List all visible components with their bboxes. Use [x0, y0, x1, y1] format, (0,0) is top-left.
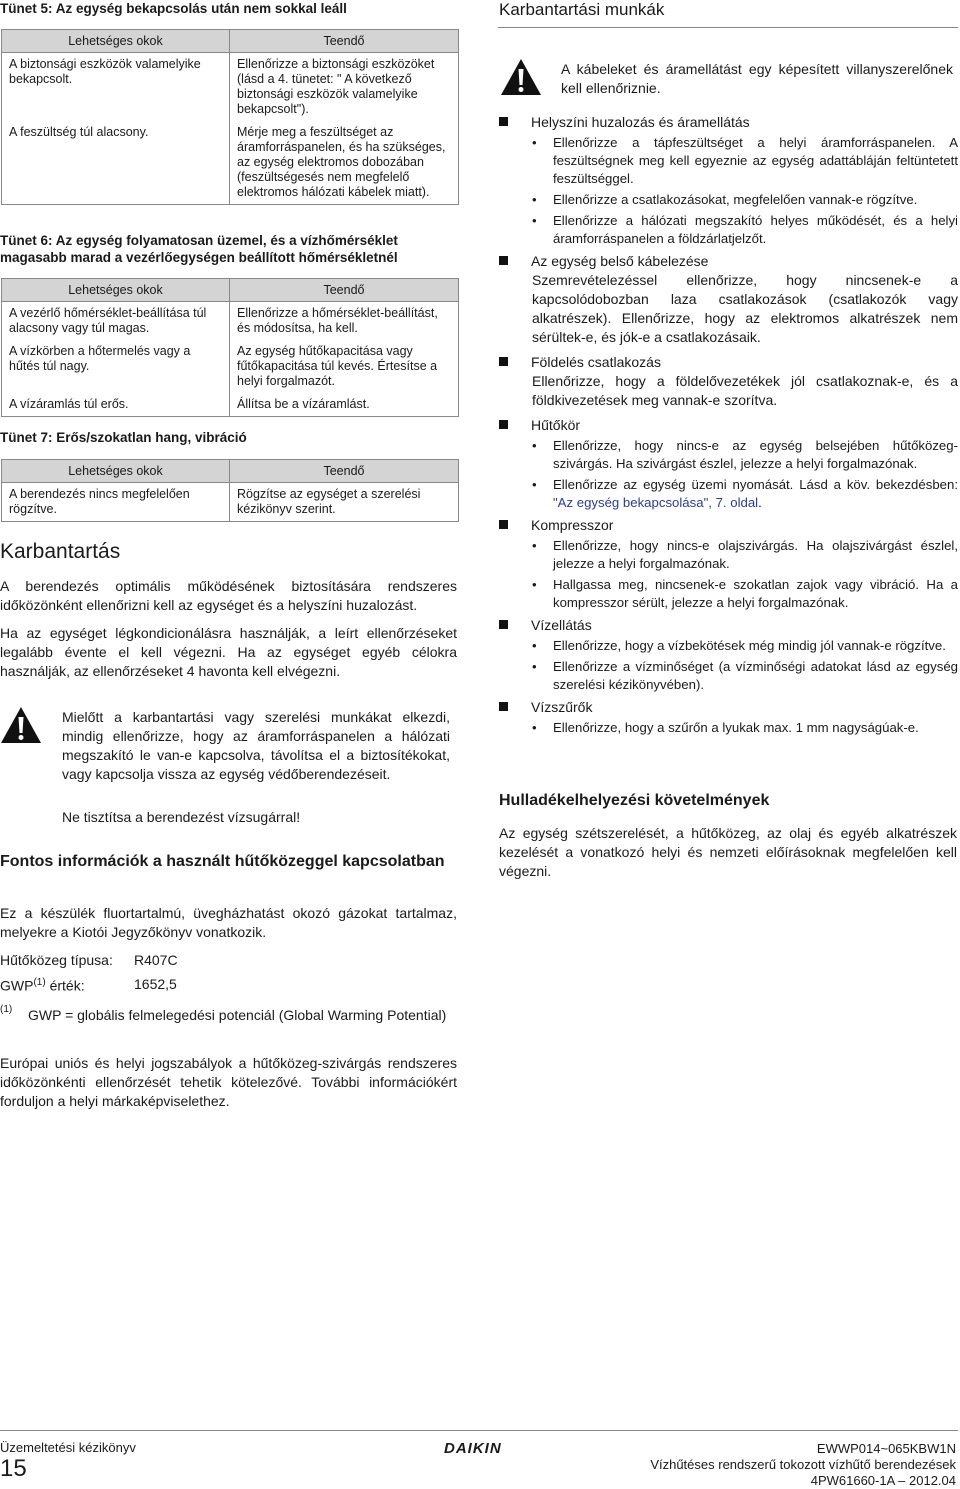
right-column-title: Karbantartási munkák [499, 0, 665, 19]
table-cell: A vízáramlás túl erős. [2, 393, 230, 417]
footer-divider [0, 1430, 958, 1431]
list-item: • Ellenőrizze, hogy nincs-e olajszivárgás. Ha olajszivárgást észlel, jelezze a helyi forgalmazónak. [532, 537, 958, 573]
refrigerant-type-value: R407C [134, 952, 178, 968]
bullet-list [532, 134, 958, 248]
waste-paragraph: Az egység szétszerelését, a hűtőközeg, az olaj és egyéb alkatrészek kezelését a vonatkozó helyi és nemzeti előírásoknak megfelelően kell végezni. [499, 825, 957, 879]
footer-doc-code: 4PW61660-1A – 2012.04 [810, 1473, 956, 1488]
table-header: Lehetséges okok [2, 460, 230, 483]
refrigerant-paragraph: Ez a készülék fluortartalmú, üvegházhatást okozó gázokat tartalmaz, melyekre a Kiotói Jegyzőkönyv vonatkozik. [0, 905, 457, 940]
maintenance-checklist [499, 113, 958, 741]
list-item: • Ellenőrizze, hogy a vízbekötések még mindig jól vannak-e rögzítve. [532, 637, 958, 655]
footnote-mark: (1) [0, 1004, 13, 1015]
square-bullet-icon [499, 520, 508, 529]
table-cell: A vízkörben a hőtermelés vagy a hűtés túl nagy. [2, 340, 230, 393]
waste-heading: Hulladékelhelyezési követelmények [499, 792, 770, 809]
list-item: • Ellenőrizze, hogy nincs-e az egység belsejében hűtőközeg-szivárgás. Ha szivárgást észlel, jelezze a helyi forgalmazónak. [532, 437, 958, 473]
section-internal-wiring [499, 252, 958, 271]
section-compressor [499, 516, 958, 535]
list-item: • Ellenőrizze a csatlakozásokat, megfelelően vannak-e rögzítve. [532, 191, 958, 209]
table-cell: Az egység hűtőkapacitása vagy fűtőkapacitása túl kevés. Értesítse a helyi forgalmazót. [230, 340, 459, 393]
refrigerant-paragraph: Európai uniós és helyi jogszabályok a hűtőközeg-szivárgás rendszeres időközönkénti ellenőrzését tehetik kötelezővé. További információkért forduljon a helyi márkaképviselethez. [0, 1055, 457, 1109]
gwp-footnote-ref: (1) [33, 977, 46, 988]
section-title: Vízellátás [531, 617, 592, 633]
square-bullet-icon [499, 117, 508, 126]
section-wiring [499, 113, 958, 132]
table-cell: Állítsa be a vízáramlást. [230, 393, 459, 417]
bullet-list [532, 437, 958, 512]
bullet-list [532, 719, 958, 737]
gwp-label-text: GWP [0, 977, 34, 994]
table-header: Teendő [230, 279, 459, 302]
list-item: • Ellenőrizze, hogy a szűrőn a lyukak max. 1 mm nagyságúak-e. [532, 719, 958, 737]
list-item-text: Ellenőrizze az egység üzemi nyomását. Lásd a köv. bekezdésben: [553, 477, 958, 492]
maintenance-warning-text: Mielőtt a karbantartási vagy szerelési munkákat elkezdi, mindig ellenőrizze, hogy az áramforráspanelen a hálózati megszakító le van-e kapcsolva, távolítsa el a biztosítékokat, vagy kapcsolja vissza az egység védőberendezéseit. [62, 709, 450, 782]
table-header: Lehetséges okok [2, 279, 230, 302]
section-grounding [499, 353, 958, 372]
symptom5-title: Tünet 5: Az egység bekapcsolás után nem sokkal leáll [0, 1, 347, 16]
square-bullet-icon [499, 256, 508, 265]
section-water-supply [499, 616, 958, 635]
table-cell: Ellenőrizze a biztonsági eszközöket (lásd a 4. tünetet: " A következő biztonsági eszközök valamelyike bekapcsolt"). [230, 53, 459, 122]
section-title: Hűtőkör [531, 417, 581, 433]
list-item: • Ellenőrizze a vízminőséget (a vízminőségi adatokat lásd az egység szerelési kézikönyvében). [532, 658, 958, 694]
section-title: Kompresszor [531, 517, 614, 533]
symptom6-table [1, 278, 459, 417]
maintenance-heading: Karbantartás [0, 540, 121, 563]
section-water-filters [499, 698, 958, 717]
table-cell: Mérje meg a feszültséget az áramforráspanelen, és ha szükséges, az egység elektromos dobozában (feszültségesés nem megfelelő elektromos hálózati kábelek miatt). [230, 121, 459, 205]
list-item-text: . [758, 495, 762, 510]
daikin-logo: DAIKIN [444, 1440, 502, 1457]
table-cell: A biztonsági eszközök valamelyike bekapcsolt. [2, 53, 230, 122]
table-header: Teendő [230, 30, 459, 53]
list-item: • Hallgassa meg, nincsenek-e szokatlan zajok vagy vibráció. Ha a kompresszor sérült, jelezze a helyi forgalmazónak. [532, 576, 958, 612]
warning-icon [500, 58, 542, 96]
bullet-list [532, 537, 958, 612]
list-item: • Ellenőrizze a hálózati megszakító helyes működését, és a helyi áramforráspanelen a földzárlatjelzőt. [532, 212, 958, 248]
list-item [532, 476, 958, 512]
page-reference-link[interactable]: "Az egység bekapcsolása", 7. oldal [553, 495, 759, 510]
section-body: Szemrevételezéssel ellenőrizze, hogy nincsenek-e a kapcsolódobozban laza csatlakozások (csatlakozók vagy alkatrészek). Ellenőrizze, hogy az elektromos alkatrészek nem sérültek-e, és jók-e a csatlakozásaik. [532, 272, 958, 345]
maintenance-paragraph: A berendezés optimális működésének biztosítására rendszeres időközönként ellenőrizni kell az egységet és a helyszíni huzalozást. [0, 578, 457, 613]
section-title: Az egység belső kábelezése [531, 253, 709, 269]
symptom5-table [1, 29, 459, 205]
section-title: Földelés csatlakozás [531, 354, 661, 370]
table-cell: A feszültség túl alacsony. [2, 121, 230, 205]
table-cell: Ellenőrizze a hőmérséklet-beállítást, és módosítsa, ha kell. [230, 302, 459, 341]
table-header: Teendő [230, 460, 459, 483]
gwp-value: 1652,5 [134, 976, 177, 992]
gwp-suffix: érték: [49, 977, 85, 994]
divider [498, 27, 958, 28]
maintenance-paragraph: Ha az egységet légkondicionálásra használják, a leírt ellenőrzéseket legalább évente el kell végezni. Ha az egységet egyéb célokra használják, az ellenőrzéseket 4 havonta kell elvégezni. [0, 625, 457, 679]
symptom7-table [1, 459, 459, 522]
section-title: Vízszűrők [531, 699, 593, 715]
symptom6-title: Tünet 6: Az egység folyamatosan üzemel, és a vízhőmérséklet magasabb marad a vezérlőegységen beállított hőmérsékletnél [0, 233, 398, 265]
symptom7-title: Tünet 7: Erős/szokatlan hang, vibráció [0, 430, 247, 445]
section-title: Helyszíni huzalozás és áramellátás [531, 114, 750, 130]
footer-product: Vízhűtéses rendszerű tokozott vízhűtő berendezések [650, 1457, 956, 1472]
square-bullet-icon [499, 420, 508, 429]
page-number: 15 [0, 1455, 27, 1482]
gwp-footnote: GWP = globális felmelegedési potenciál (Global Warming Potential) [28, 1007, 447, 1023]
warning-icon [0, 706, 42, 744]
square-bullet-icon [499, 702, 508, 711]
footer-model: EWWP014~065KBW1N [816, 1441, 956, 1456]
list-item: • Ellenőrizze a tápfeszültséget a helyi áramforráspanelen. A feszültségnek meg kell egyeznie az egység adattábláján feltüntetett feszültséggel. [532, 134, 958, 188]
square-bullet-icon [499, 620, 508, 629]
maintenance-warning-note: Ne tisztítsa a berendezést vízsugárral! [62, 809, 301, 825]
table-cell: Rögzítse az egységet a szerelési kézikönyv szerint. [230, 483, 459, 522]
table-header: Lehetséges okok [2, 30, 230, 53]
table-cell: A vezérlő hőmérséklet-beállítása túl alacsony vagy túl magas. [2, 302, 230, 341]
section-body: Ellenőrizze, hogy a földelővezetékek jól csatlakoznak-e, és a földkivezetések meg vannak-e szorítva. [532, 373, 958, 408]
electrician-warning-text: A kábeleket és áramellátást egy képesített villanyszerelőnek kell ellenőriznie. [561, 61, 953, 96]
table-cell: A berendezés nincs megfelelően rögzítve. [2, 483, 230, 522]
footer-manual-name: Üzemeltetési kézikönyv [0, 1440, 136, 1455]
section-refrigerant-circuit [499, 416, 958, 435]
refrigerant-type-label: Hűtőközeg típusa: [0, 952, 113, 968]
gwp-label [0, 973, 85, 996]
refrigerant-heading: Fontos információk a használt hűtőközeggel kapcsolatban [0, 853, 445, 870]
square-bullet-icon [499, 357, 508, 366]
bullet-list [532, 637, 958, 694]
